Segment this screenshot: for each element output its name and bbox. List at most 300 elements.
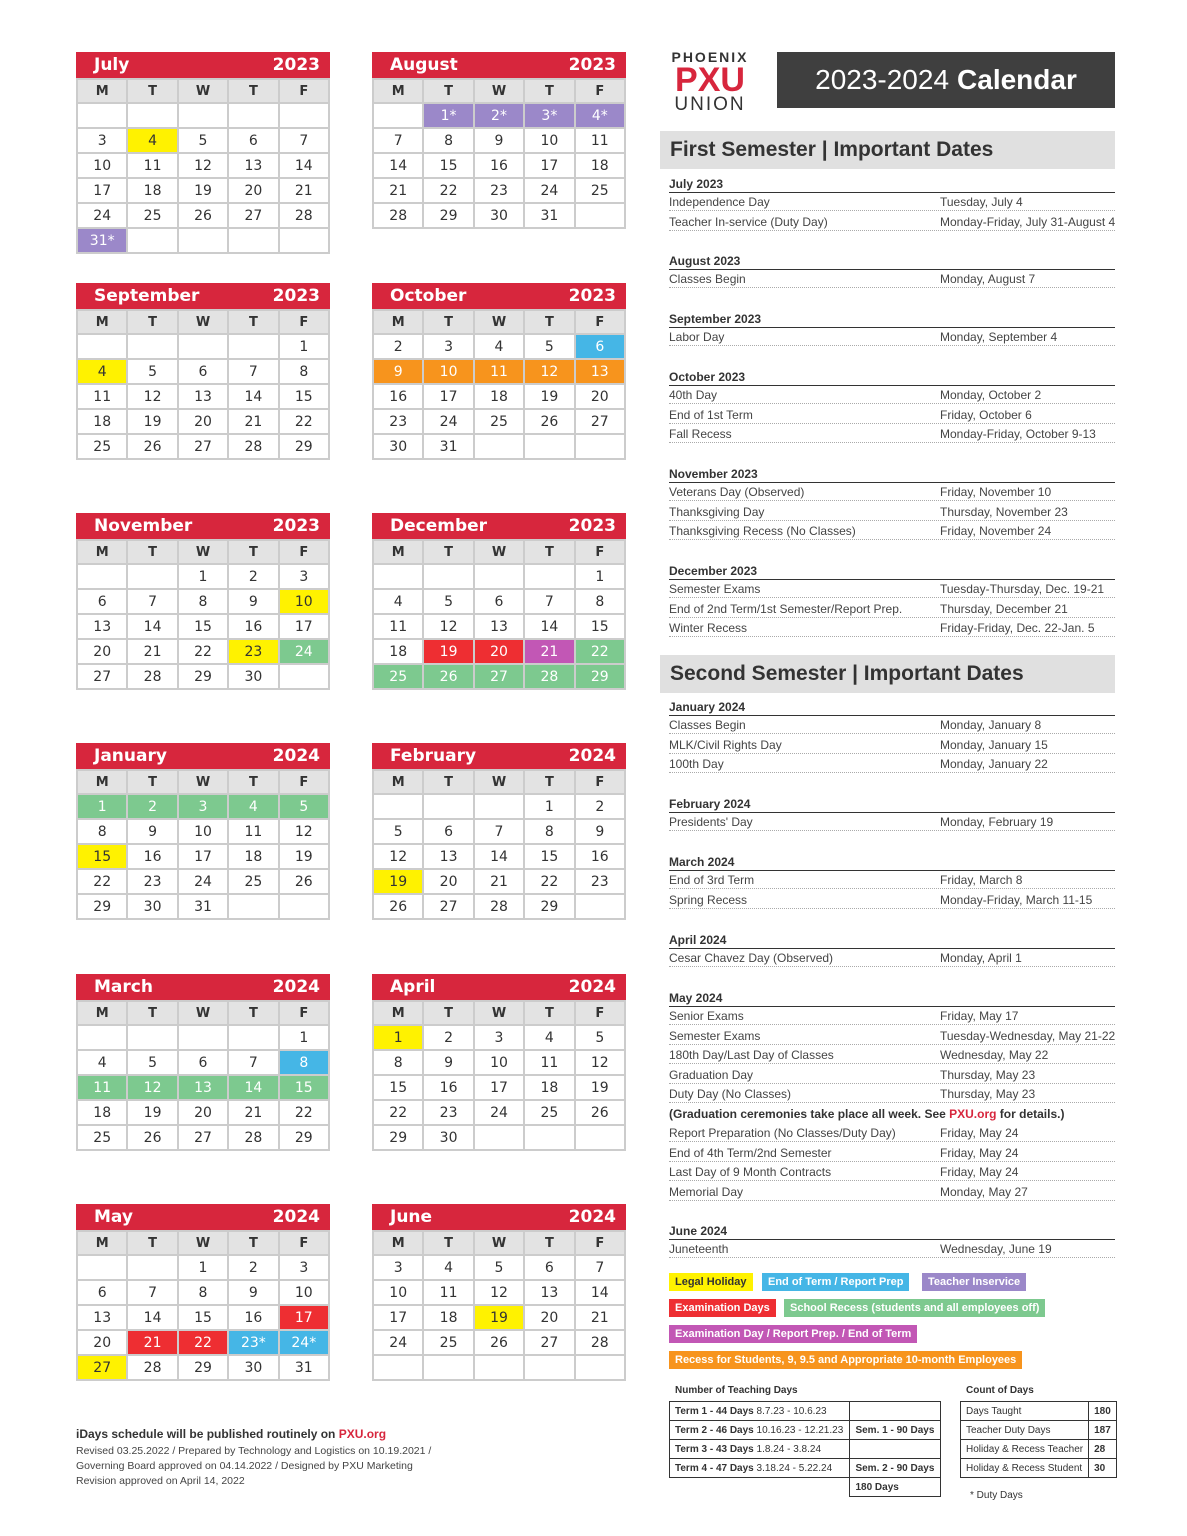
day-cell: 18 xyxy=(78,410,128,435)
day-cell: 28 xyxy=(280,204,330,229)
day-cell xyxy=(525,435,575,460)
day-cell: 21 xyxy=(576,1306,626,1331)
day-cell: 11 xyxy=(374,615,424,640)
event-date: Monday, May 27 xyxy=(940,1185,1115,1201)
weekday-header: W xyxy=(475,1002,525,1026)
weekday-header: W xyxy=(179,1002,229,1026)
footer-pxu-link[interactable]: PXU.org xyxy=(338,1427,387,1441)
day-cell: 31 xyxy=(179,895,229,920)
event-date: Friday, May 24 xyxy=(940,1126,1115,1142)
month-grid xyxy=(372,1230,626,1381)
weekday-header: W xyxy=(475,771,525,795)
day-cell: 28 xyxy=(475,895,525,920)
count-row xyxy=(961,1421,1117,1440)
day-cell xyxy=(78,1256,128,1281)
count-name: Teacher Duty Days xyxy=(961,1421,1089,1440)
day-cell: 13 xyxy=(179,385,229,410)
count-days-label: Count of Days xyxy=(966,1385,1034,1396)
date-row xyxy=(669,505,1115,522)
day-cell: 13 xyxy=(576,360,626,385)
total-days-cell: 180 Days xyxy=(850,1478,941,1497)
weekday-header: F xyxy=(576,541,626,565)
day-cell: 5 xyxy=(128,1051,178,1076)
date-row xyxy=(669,951,1115,968)
event-name: Teacher In-service (Duty Day) xyxy=(669,215,939,231)
legend-item: Teacher Inservice xyxy=(922,1273,1026,1291)
day-cell: 13 xyxy=(525,1281,575,1306)
duty-days-note: * Duty Days xyxy=(970,1490,1023,1501)
weekday-header: T xyxy=(128,311,178,335)
term-cell: Term 2 - 46 Days 10.16.23 - 12.21.23 xyxy=(670,1421,850,1440)
day-cell: 25 xyxy=(78,1126,128,1151)
date-row xyxy=(669,893,1115,910)
day-cell xyxy=(128,1256,178,1281)
month-subheading: December 2023 xyxy=(669,563,1115,580)
event-name: Thanksgiving Recess (No Classes) xyxy=(669,524,939,540)
day-cell: 20 xyxy=(78,1331,128,1356)
month-header xyxy=(76,743,330,769)
legend-item: School Recess (students and all employees off) xyxy=(784,1299,1045,1317)
day-cell: 14 xyxy=(280,154,330,179)
day-cell: 3 xyxy=(179,795,229,820)
month-header xyxy=(372,743,626,769)
weekday-header: M xyxy=(374,1232,424,1256)
day-cell: 3 xyxy=(280,1256,330,1281)
day-cell: 4 xyxy=(475,335,525,360)
day-cell: 28 xyxy=(576,1331,626,1356)
event-date: Monday, January 8 xyxy=(940,718,1115,734)
day-cell xyxy=(525,1126,575,1151)
day-cell: 29 xyxy=(78,895,128,920)
day-cell xyxy=(229,1026,279,1051)
day-cell: 13 xyxy=(424,845,474,870)
day-cell: 1 xyxy=(179,1256,229,1281)
day-cell: 10 xyxy=(424,360,474,385)
month-calendar-october xyxy=(372,283,626,460)
day-cell: 29 xyxy=(424,204,474,229)
day-cell: 9 xyxy=(424,1051,474,1076)
count-row xyxy=(961,1402,1117,1421)
event-date: Thursday, November 23 xyxy=(940,505,1115,521)
day-cell xyxy=(229,229,279,254)
event-date: Friday, May 24 xyxy=(940,1146,1115,1162)
event-name: Semester Exams xyxy=(669,582,939,598)
weekday-header: T xyxy=(525,311,575,335)
month-calendar-march xyxy=(76,974,330,1151)
day-cell: 27 xyxy=(78,665,128,690)
weekday-header: M xyxy=(78,1002,128,1026)
day-cell: 10 xyxy=(374,1281,424,1306)
day-cell: 4* xyxy=(576,104,626,129)
count-value: 28 xyxy=(1089,1440,1117,1459)
day-cell: 29 xyxy=(576,665,626,690)
legend-item: Recess for Students, 9, 9.5 and Appropriate 10-month Employees xyxy=(669,1351,1022,1369)
day-cell: 15 xyxy=(525,845,575,870)
semester-cell: Sem. 1 - 90 Days xyxy=(850,1421,941,1440)
day-cell: 25 xyxy=(78,435,128,460)
day-cell: 7 xyxy=(525,590,575,615)
day-cell: 29 xyxy=(280,435,330,460)
day-cell xyxy=(576,1356,626,1381)
first-semester-heading: First Semester | Important Dates xyxy=(660,131,1115,169)
day-cell: 26 xyxy=(576,1101,626,1126)
date-row xyxy=(669,1126,1115,1143)
event-name: Presidents' Day xyxy=(669,815,939,831)
date-row xyxy=(669,388,1115,405)
day-cell: 21 xyxy=(280,179,330,204)
day-cell: 18 xyxy=(128,179,178,204)
day-cell: 23 xyxy=(374,410,424,435)
day-cell: 30 xyxy=(128,895,178,920)
day-cell: 15 xyxy=(280,385,330,410)
day-cell: 20 xyxy=(179,410,229,435)
month-name: October xyxy=(390,286,467,306)
footer-line-1: Revised 03.25.2022 / Prepared by Technology and Logistics on 10.19.2021 / xyxy=(76,1445,432,1457)
month-calendar-july xyxy=(76,52,330,254)
weekday-header: T xyxy=(525,541,575,565)
day-cell xyxy=(475,435,525,460)
second-semester-heading: Second Semester | Important Dates xyxy=(660,655,1115,693)
day-cell: 29 xyxy=(179,665,229,690)
event-name: Independence Day xyxy=(669,195,939,211)
day-cell: 26 xyxy=(525,410,575,435)
month-name: April xyxy=(390,977,436,997)
day-cell: 17 xyxy=(475,1076,525,1101)
day-cell xyxy=(128,1026,178,1051)
day-cell: 14 xyxy=(128,1306,178,1331)
month-header xyxy=(372,1204,626,1230)
day-cell: 14 xyxy=(374,154,424,179)
day-cell: 4 xyxy=(374,590,424,615)
month-name: September xyxy=(94,286,200,306)
date-row xyxy=(669,272,1115,289)
day-cell xyxy=(424,1356,474,1381)
event-date: Monday, August 7 xyxy=(940,272,1115,288)
month-year: 2024 xyxy=(272,977,320,997)
event-name: Report Preparation (No Classes/Duty Day) xyxy=(669,1126,939,1142)
weekday-header: F xyxy=(280,311,330,335)
day-cell: 12 xyxy=(128,385,178,410)
day-cell: 16 xyxy=(374,385,424,410)
day-cell: 10 xyxy=(78,154,128,179)
day-cell xyxy=(280,895,330,920)
day-cell: 31* xyxy=(78,229,128,254)
day-cell: 6 xyxy=(179,1051,229,1076)
weekday-header: W xyxy=(475,80,525,104)
month-subheading: January 2024 xyxy=(669,699,1115,716)
month-header xyxy=(372,974,626,1000)
day-cell xyxy=(424,795,474,820)
day-cell: 7 xyxy=(229,1051,279,1076)
day-cell: 29 xyxy=(280,1126,330,1151)
term-cell: Term 4 - 47 Days 3.18.24 - 5.22.24 xyxy=(670,1459,850,1478)
day-cell xyxy=(424,565,474,590)
weekday-header: W xyxy=(475,1232,525,1256)
day-cell: 15 xyxy=(374,1076,424,1101)
day-cell: 14 xyxy=(475,845,525,870)
month-header xyxy=(76,1204,330,1230)
day-cell: 9 xyxy=(229,1281,279,1306)
day-cell xyxy=(128,104,178,129)
event-name: Juneteenth xyxy=(669,1242,939,1258)
day-cell: 20 xyxy=(78,640,128,665)
day-cell: 5 xyxy=(424,590,474,615)
date-row xyxy=(669,195,1115,212)
day-cell xyxy=(78,1026,128,1051)
day-cell: 2 xyxy=(229,565,279,590)
date-row xyxy=(669,1029,1115,1046)
month-grid xyxy=(372,1000,626,1151)
day-cell: 17 xyxy=(424,385,474,410)
event-name: Graduation Day xyxy=(669,1068,939,1084)
day-cell: 3 xyxy=(475,1026,525,1051)
legend-item: End of Term / Report Prep xyxy=(762,1273,909,1291)
month-name: June xyxy=(390,1207,433,1227)
weekday-header: T xyxy=(128,541,178,565)
day-cell: 7 xyxy=(576,1256,626,1281)
day-cell: 12 xyxy=(576,1051,626,1076)
day-cell: 21 xyxy=(229,410,279,435)
event-name: End of 2nd Term/1st Semester/Report Prep. xyxy=(669,602,939,618)
day-cell: 8 xyxy=(576,590,626,615)
day-cell: 2 xyxy=(374,335,424,360)
event-date: Thursday, May 23 xyxy=(940,1087,1115,1103)
day-cell xyxy=(128,335,178,360)
day-cell: 21 xyxy=(525,640,575,665)
day-cell: 19 xyxy=(280,845,330,870)
day-cell: 6 xyxy=(475,590,525,615)
day-cell: 5 xyxy=(525,335,575,360)
day-cell: 25 xyxy=(424,1331,474,1356)
count-row xyxy=(961,1459,1117,1478)
day-cell xyxy=(128,565,178,590)
weekday-header: F xyxy=(280,80,330,104)
day-cell: 26 xyxy=(128,1126,178,1151)
day-cell: 4 xyxy=(128,129,178,154)
count-name: Holiday & Recess Teacher xyxy=(961,1440,1089,1459)
date-row xyxy=(669,873,1115,890)
month-calendar-september xyxy=(76,283,330,460)
day-cell: 8 xyxy=(78,820,128,845)
month-calendar-april xyxy=(372,974,626,1151)
day-cell: 31 xyxy=(280,1356,330,1381)
day-cell: 6 xyxy=(576,335,626,360)
date-row xyxy=(669,524,1115,541)
day-cell: 17 xyxy=(525,154,575,179)
month-calendar-january xyxy=(76,743,330,920)
day-cell: 21 xyxy=(229,1101,279,1126)
weekday-header: F xyxy=(280,1232,330,1256)
date-row xyxy=(669,485,1115,502)
day-cell: 24 xyxy=(179,870,229,895)
weekday-header: T xyxy=(525,771,575,795)
semester-cell: Sem. 2 - 90 Days xyxy=(850,1459,941,1478)
day-cell: 19 xyxy=(128,1101,178,1126)
legend-item: Legal Holiday xyxy=(669,1273,753,1291)
logo-union: UNION xyxy=(674,94,746,115)
day-cell: 11 xyxy=(78,385,128,410)
month-name: December xyxy=(390,516,488,536)
day-cell: 13 xyxy=(229,154,279,179)
event-date: Wednesday, May 22 xyxy=(940,1048,1115,1064)
pxu-link[interactable]: PXU.org xyxy=(949,1107,997,1121)
weekday-header: T xyxy=(128,1002,178,1026)
day-cell: 25 xyxy=(229,870,279,895)
day-cell: 5 xyxy=(179,129,229,154)
event-name: Veterans Day (Observed) xyxy=(669,485,939,501)
month-grid xyxy=(372,78,626,229)
graduation-note: (Graduation ceremonies take place all week. See PXU.org for details.) xyxy=(669,1107,1065,1121)
day-cell: 18 xyxy=(374,640,424,665)
day-cell xyxy=(78,565,128,590)
day-cell: 16 xyxy=(424,1076,474,1101)
day-cell: 5 xyxy=(280,795,330,820)
date-row xyxy=(669,1009,1115,1026)
day-cell: 24* xyxy=(280,1331,330,1356)
day-cell: 10 xyxy=(475,1051,525,1076)
weekday-header: T xyxy=(229,311,279,335)
weekday-header: T xyxy=(424,311,474,335)
day-cell: 12 xyxy=(280,820,330,845)
day-cell: 27 xyxy=(424,895,474,920)
day-cell: 29 xyxy=(525,895,575,920)
event-name: Semester Exams xyxy=(669,1029,939,1045)
day-cell: 15 xyxy=(424,154,474,179)
date-row xyxy=(669,757,1115,774)
date-row xyxy=(669,582,1115,599)
weekday-header: T xyxy=(229,1232,279,1256)
date-row xyxy=(669,1087,1115,1104)
day-cell: 20 xyxy=(475,640,525,665)
day-cell: 7 xyxy=(475,820,525,845)
term-cell: Term 3 - 43 Days 1.8.24 - 3.8.24 xyxy=(670,1440,850,1459)
day-cell: 28 xyxy=(128,1356,178,1381)
day-cell: 14 xyxy=(525,615,575,640)
day-cell: 18 xyxy=(78,1101,128,1126)
count-value: 187 xyxy=(1089,1421,1117,1440)
day-cell xyxy=(525,1356,575,1381)
day-cell: 18 xyxy=(424,1306,474,1331)
day-cell: 22 xyxy=(179,1331,229,1356)
event-name: End of 3rd Term xyxy=(669,873,939,889)
day-cell: 9 xyxy=(576,820,626,845)
weekday-header: W xyxy=(475,541,525,565)
day-cell xyxy=(128,229,178,254)
day-cell: 7 xyxy=(374,129,424,154)
day-cell: 18 xyxy=(525,1076,575,1101)
day-cell: 3 xyxy=(424,335,474,360)
event-date: Tuesday, July 4 xyxy=(940,195,1115,211)
day-cell: 12 xyxy=(179,154,229,179)
day-cell: 30 xyxy=(229,1356,279,1381)
day-cell: 1 xyxy=(576,565,626,590)
event-date: Friday, May 17 xyxy=(940,1009,1115,1025)
day-cell: 17 xyxy=(179,845,229,870)
day-cell: 6 xyxy=(179,360,229,385)
day-cell xyxy=(280,229,330,254)
day-cell: 21 xyxy=(128,640,178,665)
day-cell: 22 xyxy=(280,410,330,435)
day-cell: 8 xyxy=(424,129,474,154)
weekday-header: T xyxy=(424,80,474,104)
weekday-header: F xyxy=(576,311,626,335)
day-cell: 11 xyxy=(128,154,178,179)
day-cell: 15 xyxy=(179,615,229,640)
day-cell: 11 xyxy=(229,820,279,845)
date-row xyxy=(669,1146,1115,1163)
day-cell: 3 xyxy=(78,129,128,154)
day-cell xyxy=(280,104,330,129)
day-cell: 1 xyxy=(280,335,330,360)
weekday-header: T xyxy=(525,80,575,104)
weekday-header: T xyxy=(128,1232,178,1256)
day-cell: 20 xyxy=(229,179,279,204)
day-cell: 8 xyxy=(179,590,229,615)
day-cell: 8 xyxy=(280,1051,330,1076)
day-cell: 15 xyxy=(280,1076,330,1101)
day-cell: 26 xyxy=(280,870,330,895)
event-date: Thursday, December 21 xyxy=(940,602,1115,618)
day-cell: 23* xyxy=(229,1331,279,1356)
event-name: 40th Day xyxy=(669,388,939,404)
date-row xyxy=(669,1068,1115,1085)
event-name: Senior Exams xyxy=(669,1009,939,1025)
day-cell: 19 xyxy=(179,179,229,204)
day-cell: 13 xyxy=(179,1076,229,1101)
day-cell: 13 xyxy=(475,615,525,640)
day-cell xyxy=(280,665,330,690)
month-name: November xyxy=(94,516,193,536)
day-cell xyxy=(475,565,525,590)
day-cell xyxy=(179,229,229,254)
event-date: Friday, November 10 xyxy=(940,485,1115,501)
day-cell: 15 xyxy=(576,615,626,640)
day-cell: 6 xyxy=(78,590,128,615)
day-cell xyxy=(576,1126,626,1151)
day-cell: 9 xyxy=(229,590,279,615)
day-cell: 19 xyxy=(525,385,575,410)
day-cell: 11 xyxy=(525,1051,575,1076)
day-cell: 12 xyxy=(525,360,575,385)
day-cell: 23 xyxy=(576,870,626,895)
teaching-days-label: Number of Teaching Days xyxy=(675,1385,798,1396)
day-cell: 10 xyxy=(280,590,330,615)
day-cell: 11 xyxy=(576,129,626,154)
month-calendar-june xyxy=(372,1204,626,1381)
day-cell: 18 xyxy=(475,385,525,410)
term-cell: Term 1 - 44 Days 8.7.23 - 10.6.23 xyxy=(670,1402,850,1421)
weekday-header: T xyxy=(525,1232,575,1256)
weekday-header: T xyxy=(229,771,279,795)
day-cell: 25 xyxy=(576,179,626,204)
day-cell: 21 xyxy=(475,870,525,895)
weekday-header: T xyxy=(424,1002,474,1026)
month-name: May xyxy=(94,1207,133,1227)
legend-item: Examination Day / Report Prep. / End of Term xyxy=(669,1325,917,1343)
teaching-row xyxy=(670,1459,941,1478)
day-cell: 24 xyxy=(374,1331,424,1356)
day-cell xyxy=(179,335,229,360)
day-cell: 28 xyxy=(525,665,575,690)
footer-title: iDays schedule will be published routinely on PXU.org xyxy=(76,1427,387,1441)
day-cell: 23 xyxy=(424,1101,474,1126)
date-row xyxy=(669,330,1115,347)
day-cell: 12 xyxy=(128,1076,178,1101)
day-cell: 9 xyxy=(128,820,178,845)
date-row xyxy=(669,815,1115,832)
day-cell xyxy=(576,895,626,920)
day-cell: 23 xyxy=(229,640,279,665)
